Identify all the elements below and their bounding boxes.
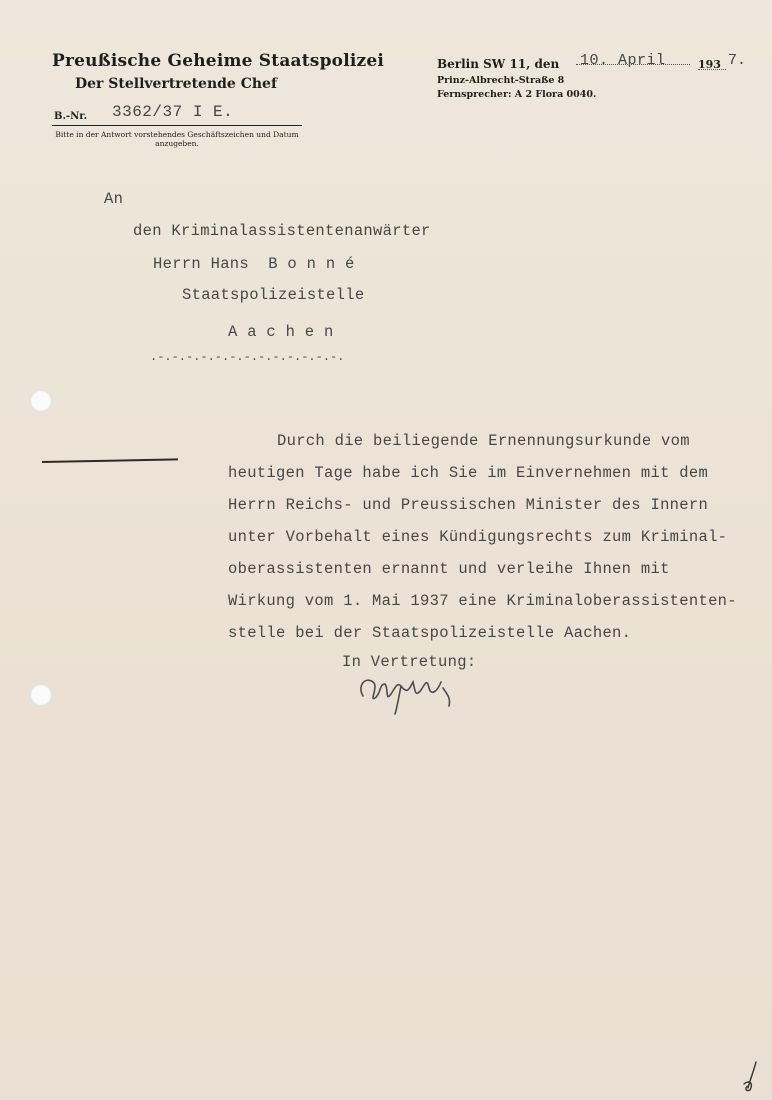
office-subtitle: Der Stellvertretende Chef	[75, 76, 277, 92]
margin-pencil-stroke	[42, 458, 178, 463]
recipient-city: A a c h e n	[228, 323, 334, 341]
recipient-salutation: An	[104, 190, 124, 208]
office-title: Preußische Geheime Staatspolizei	[52, 51, 385, 71]
recipient-office: Staatspolizeistelle	[182, 286, 365, 304]
body-line: Wirkung vom 1. Mai 1937 eine Kriminaloberassistenten-	[228, 592, 737, 610]
place-line: Berlin SW 11, den	[437, 57, 560, 71]
reference-label: B.-Nr.	[54, 111, 88, 122]
body-line: Durch die beiliegende Ernennungsurkunde vom	[277, 432, 690, 450]
recipient-name: Herrn Hans B o n n é	[153, 255, 355, 273]
body-line: oberassistenten ernannt und verleihe Ihnen mit	[228, 560, 670, 578]
date-value: 10. April	[580, 52, 666, 69]
recipient-title: den Kriminalassistentenanwärter	[133, 222, 431, 240]
closing-text: In Vertretung:	[342, 653, 477, 671]
handwritten-corner-mark	[740, 1060, 764, 1092]
date-dotted-line	[576, 64, 690, 65]
separator-line: .-.-.-.-.-.-.-.-.-.-.-.-.-.	[150, 350, 345, 364]
handwritten-signature	[355, 668, 465, 718]
year-suffix: 7.	[728, 52, 747, 69]
year-prefix: 193	[698, 58, 721, 71]
body-line: unter Vorbehalt eines Kündigungsrechts zum Kriminal-	[228, 528, 728, 546]
header-rule	[52, 125, 302, 126]
phone-line: Fernsprecher: A 2 Flora 0040.	[437, 89, 597, 100]
reference-instruction: Bitte in der Antwort vorstehendes Geschäftszeichen und Datum anzugeben.	[55, 130, 299, 148]
year-dotted-line	[698, 69, 726, 70]
body-line: stelle bei der Staatspolizeistelle Aachen.	[228, 624, 632, 642]
reference-number: 3362/37 I E.	[112, 103, 234, 121]
body-line: heutigen Tage habe ich Sie im Einvernehmen mit dem	[228, 464, 709, 482]
punch-hole	[30, 684, 52, 706]
address-line: Prinz-Albrecht-Straße 8	[437, 75, 565, 86]
body-line: Herrn Reichs- und Preussischen Minister des Innern	[228, 496, 709, 514]
punch-hole	[30, 390, 52, 412]
